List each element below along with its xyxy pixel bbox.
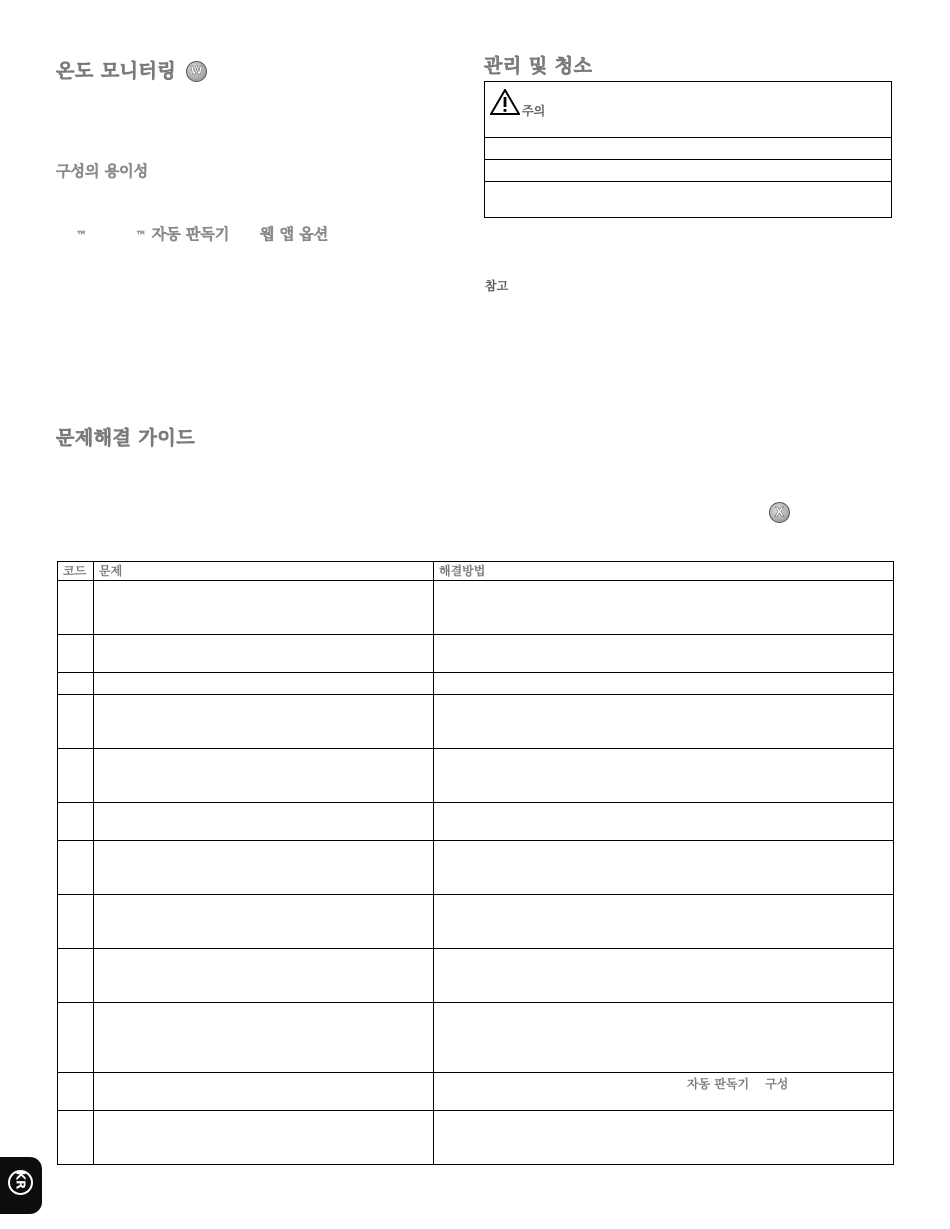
tm-symbol-1: ™ — [76, 229, 87, 242]
x-circle-icon: X — [769, 502, 790, 523]
problem-cell — [94, 1073, 434, 1111]
problem-cell — [94, 673, 434, 695]
problem-cell — [94, 1003, 434, 1073]
table-row — [58, 803, 894, 841]
auto-reader-label: 자동 판독기 — [151, 225, 230, 243]
web-app-option-label: 웹 앱 옵션 — [259, 225, 329, 243]
problem-cell — [94, 1111, 434, 1165]
code-cell — [58, 581, 94, 635]
language-badge-circle — [8, 1170, 33, 1195]
solution-cell — [434, 749, 894, 803]
caution-header — [485, 82, 891, 138]
table-body — [58, 581, 894, 1165]
header-problem: 문제 — [94, 562, 434, 581]
code-cell — [58, 1111, 94, 1165]
solution-cell — [434, 1003, 894, 1073]
caution-label: 주의 — [522, 104, 546, 118]
table-row — [58, 949, 894, 1003]
auto-reader-text: 자동 판독기 — [687, 1077, 750, 1091]
caution-row — [485, 182, 891, 218]
code-cell — [58, 635, 94, 673]
problem-cell — [94, 635, 434, 673]
table-row — [58, 1111, 894, 1165]
ease-of-setup-heading: 구성의 용이성 — [56, 162, 149, 180]
problem-cell — [94, 581, 434, 635]
setup-text: 구성 — [765, 1077, 789, 1091]
solution-cell — [434, 841, 894, 895]
header-code: 코드 — [58, 562, 94, 581]
solution-cell — [434, 803, 894, 841]
tm-symbol-2: ™ — [135, 229, 147, 242]
solution-cell — [434, 895, 894, 949]
caution-row — [485, 138, 891, 160]
table-row — [58, 581, 894, 635]
code-cell — [58, 841, 94, 895]
problem-cell — [94, 841, 434, 895]
table-header-row — [58, 562, 894, 581]
solution-text — [439, 1073, 888, 1092]
code-cell — [58, 949, 94, 1003]
code-cell — [58, 1073, 94, 1111]
warning-triangle-icon — [490, 89, 520, 115]
code-cell — [58, 895, 94, 949]
solution-cell — [434, 581, 894, 635]
caution-box — [484, 81, 892, 218]
problem-cell — [94, 949, 434, 1003]
table-row — [58, 635, 894, 673]
problem-cell — [94, 803, 434, 841]
solution-cell — [434, 695, 894, 749]
solution-cell — [434, 1111, 894, 1165]
tm-line — [76, 223, 328, 244]
troubleshooting-table — [57, 561, 894, 1165]
code-cell — [58, 803, 94, 841]
header-solution: 해결방법 — [434, 562, 894, 581]
solution-cell — [434, 673, 894, 695]
code-cell — [58, 1003, 94, 1073]
code-cell — [58, 695, 94, 749]
code-cell — [58, 749, 94, 803]
table-row — [58, 895, 894, 949]
care-cleaning-heading: 관리 및 청소 — [484, 55, 593, 77]
temp-monitoring-title: 온도 모니터링 — [56, 60, 177, 82]
table-row — [58, 841, 894, 895]
problem-cell — [94, 695, 434, 749]
problem-cell — [94, 749, 434, 803]
language-badge-label: KR — [13, 1170, 28, 1190]
temp-monitoring-heading — [56, 56, 207, 83]
code-cell — [58, 673, 94, 695]
note-label: 참고 — [485, 279, 509, 293]
troubleshooting-heading: 문제해결 가이드 — [56, 427, 196, 449]
problem-cell — [94, 895, 434, 949]
table-row — [58, 749, 894, 803]
table-row — [58, 673, 894, 695]
table-row — [58, 695, 894, 749]
solution-cell — [434, 949, 894, 1003]
language-badge — [0, 1157, 42, 1214]
solution-cell — [434, 635, 894, 673]
caution-row — [485, 160, 891, 182]
solution-cell — [434, 1073, 894, 1111]
w-circle-icon: W — [186, 61, 207, 82]
table-row — [58, 1073, 894, 1111]
table-row — [58, 1003, 894, 1073]
